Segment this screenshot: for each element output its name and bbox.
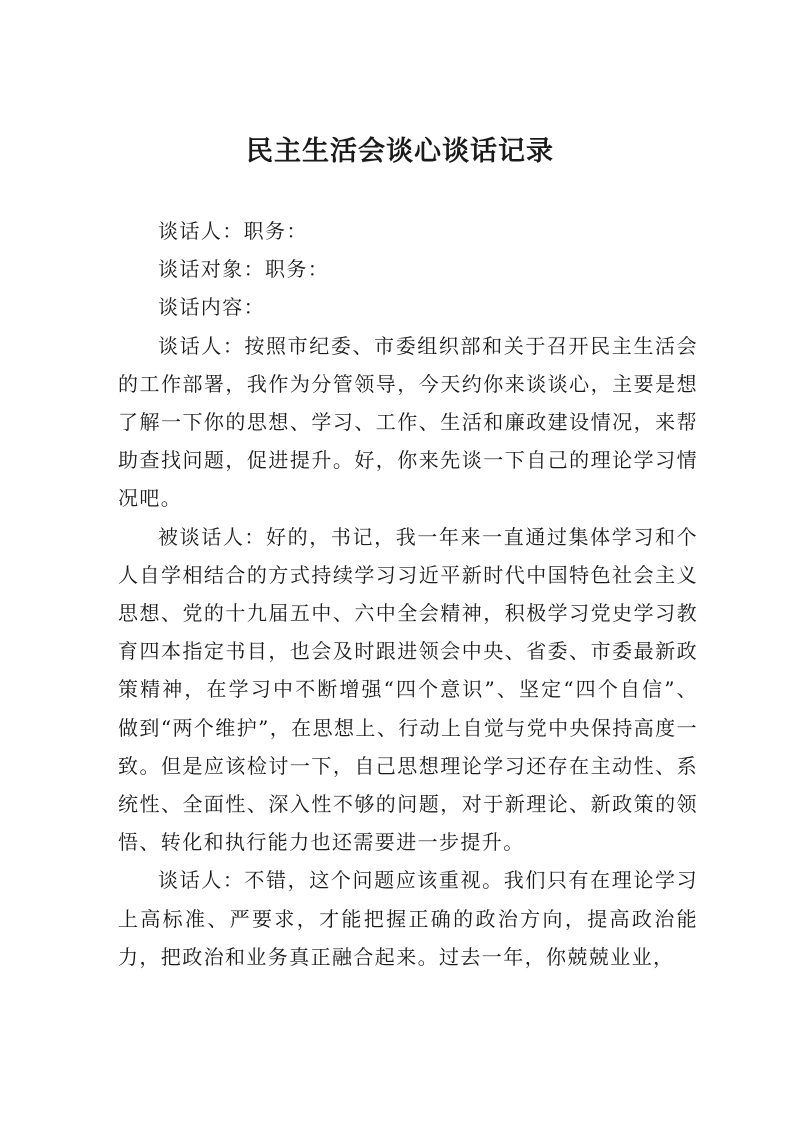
paragraph-3: 谈话人：不错，这个问题应该重视。我们只有在理论学习上高标准、严要求，才能把握正确的政治方向，提高政治能力，把政治和业务真正融合起来。过去一年，你兢兢业业，	[118, 868, 698, 969]
speaker-field: 谈话人：职务：	[158, 219, 308, 243]
document-title: 民主生活会谈心谈话记录	[246, 136, 554, 167]
document-body	[118, 212, 698, 976]
content-field: 谈话内容：	[158, 295, 265, 320]
paragraph-2: 被谈话人：好的，书记，我一年来一直通过集体学习和个人自学相结合的方式持续学习习近平新时代中国特色社会主义思想、党的十九届五中、六中全会精神，积极学习党史学习教育四本指定书目，也会及时跟进领会中央、省委、市委最新政策精神，在学习中不断增强“四个意识”、坚定“四个自信”、做到“两个维护”，在思想上、行动上自觉与党中央保持高度一致。但是应该检讨一下，自己思想理论学习还存在主动性、系统性、全面性、深入性不够的问题，对于新理论、新政策的领悟、转化和执行能力也还需要进一步提升。	[118, 524, 698, 855]
subject-field: 谈话对象：职务：	[158, 257, 330, 282]
paragraph-1: 谈话人：按照市纪委、市委组织部和关于召开民主生活会的工作部署，我作为分管领导，今天约你来谈谈心，主要是想了解一下你的思想、学习、工作、生活和廉政建设情况，来帮助查找问题，促进提升。好，你来先谈一下自己的理论学习情况吧。	[118, 333, 698, 511]
